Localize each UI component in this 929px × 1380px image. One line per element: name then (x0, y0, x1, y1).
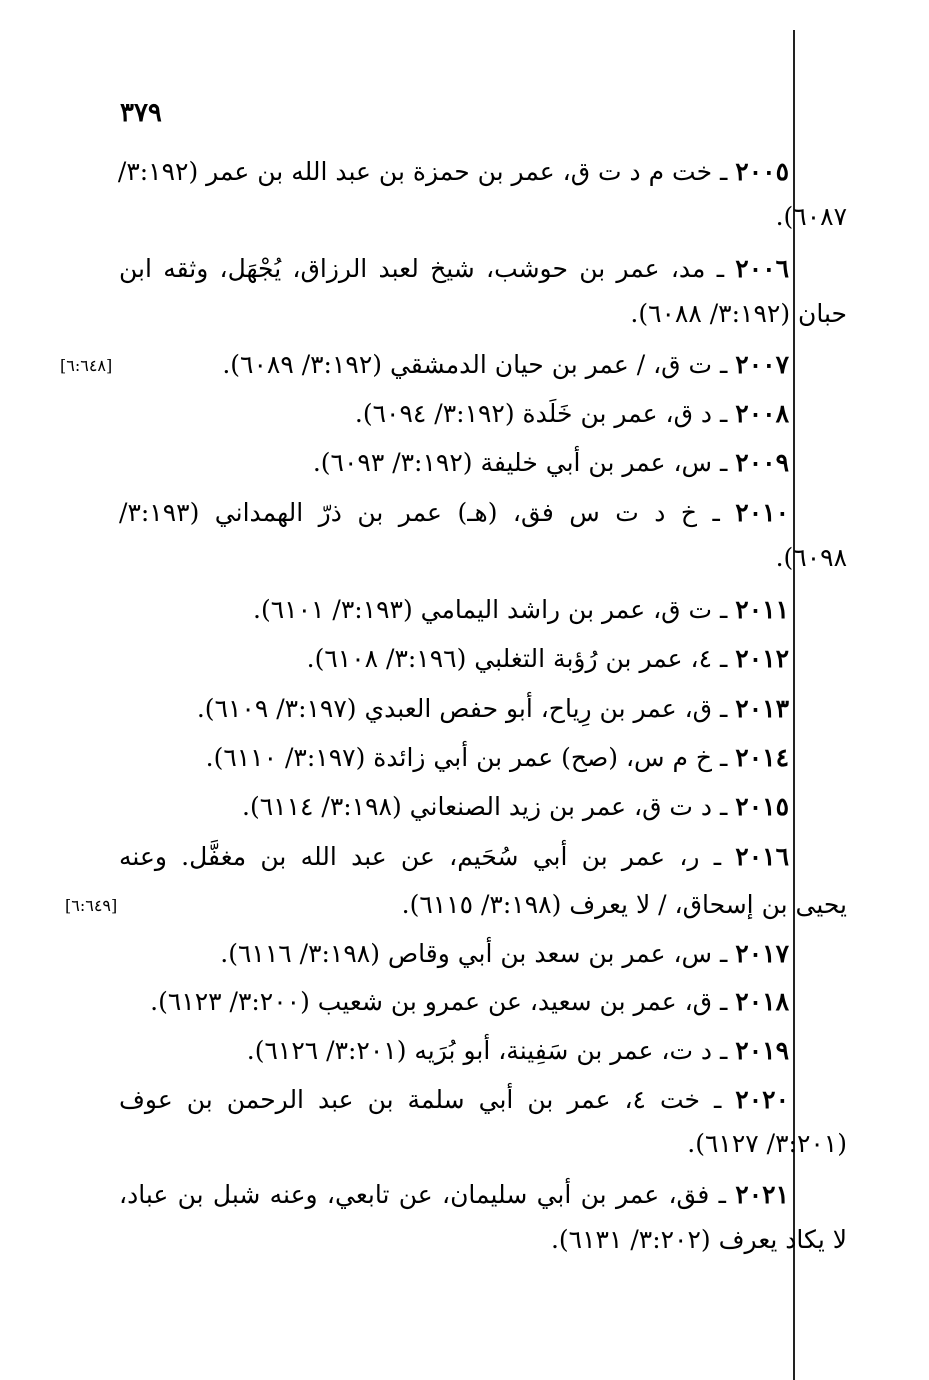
entry-text: ـ ٤، عمر بن رُؤبة التغلبي (٣:١٩٦/ ٦١٠٨). (306, 644, 736, 673)
page-number: ٣٧٩ (120, 98, 162, 128)
entry-number: ٢٠١٨ (735, 987, 789, 1016)
entry-line-continuation: ٦٠٩٨). (775, 543, 847, 572)
entry-line-continuation: يحيى بن إسحاق، / لا يعرف (٣:١٩٨/ ٦١١٥). (401, 890, 847, 919)
entry-text: ـ س، عمر بن أبي خليفة (٣:١٩٢/ ٦٠٩٣). (312, 448, 736, 477)
entry-number: ٢٠١٦ (735, 842, 789, 871)
entry-text: ـ ت ق، عمر بن راشد اليمامي (٣:١٩٣/ ٦١٠١). (253, 595, 736, 624)
entry-line (119, 1083, 789, 1117)
entry-text: ـ ق، عمر بن سعيد، عن عمرو بن شعيب (٣:٢٠٠/ ٦١٢٣). (150, 987, 736, 1016)
entry-2013 (197, 692, 789, 726)
entry-number: ٢٠١٤ (735, 743, 789, 772)
entry-line (119, 840, 789, 874)
entry-2014 (206, 741, 789, 775)
entry-2008 (355, 397, 789, 431)
entry-text: ـ خت ٤، عمر بن أبي سلمة بن عبد الرحمن بن عوف (119, 1085, 736, 1114)
entry-2018 (150, 985, 789, 1019)
entry-line-continuation: (٣:٢٠١/ ٦١٢٧). (687, 1129, 847, 1158)
entry-number: ٢٠٠٦ (735, 254, 789, 283)
entry-text: ـ فق، عمر بن أبي سليمان، عن تابعي، وعنه شبل بن عباد، (119, 1180, 736, 1209)
entry-number: ٢٠١٢ (735, 644, 789, 673)
entry-number: ٢٠١٧ (735, 939, 789, 968)
entry-text: ـ ت ق، / عمر بن حيان الدمشقي (٣:١٩٢/ ٦٠٨٩). (222, 350, 736, 379)
entry-2011 (253, 593, 789, 627)
entry-number: ٢٠٢١ (735, 1180, 789, 1209)
entry-line-continuation: حبان (٣:١٩٢/ ٦٠٨٨). (630, 299, 847, 328)
entry-number: ٢٠١٣ (735, 694, 789, 723)
entry-line (222, 348, 789, 382)
entry-number: ٢٠٠٩ (735, 448, 789, 477)
entry-text: ـ خ د ت س فق، (هـ) عمر بن ذرّ الهمداني (٣:١٩٣/ (119, 498, 736, 527)
entry-text: ـ خ م س، (صح) عمر بن أبي زائدة (٣:١٩٧/ ٦١١٠). (205, 743, 736, 772)
volume-page-marker: [٦:٦٤٨] (60, 356, 113, 375)
entry-line (119, 155, 789, 189)
entry-text: ـ د ق، عمر بن خَلَدة (٣:١٩٢/ ٦٠٩٤). (354, 399, 736, 428)
entry-line (119, 496, 789, 530)
entry-2012 (307, 642, 789, 676)
entry-2015 (242, 790, 789, 824)
entry-line (119, 252, 789, 286)
volume-page-marker: [٦:٦٤٩] (65, 896, 118, 915)
entry-2017 (220, 937, 789, 971)
entry-line-continuation: لا يكاد يعرف (٣:٢٠٢/ ٦١٣١). (550, 1225, 847, 1254)
entry-text: ـ ق، عمر بن رِياح، أبو حفص العبدي (٣:١٩٧/ ٦١٠٩). (196, 694, 736, 723)
entry-2019 (247, 1034, 789, 1068)
entry-number: ٢٠٠٥ (735, 157, 789, 186)
entry-line (119, 1178, 789, 1212)
entry-number: ٢٠١١ (735, 595, 789, 624)
entry-2009 (313, 446, 789, 480)
entry-number: ٢٠١٠ (735, 498, 789, 527)
entry-number: ٢٠٢٠ (735, 1085, 789, 1114)
entry-line-continuation: ٦٠٨٧). (775, 202, 847, 231)
entry-number: ٢٠١٩ (735, 1036, 789, 1065)
entry-text: ـ س، عمر بن سعد بن أبي وقاص (٣:١٩٨/ ٦١١٦). (220, 939, 736, 968)
entry-number: ٢٠١٥ (735, 792, 789, 821)
entry-text: ـ د ت، عمر بن سَفِينة، أبو بُرَيه (٣:٢٠١/ ٦١٢٦). (246, 1036, 736, 1065)
entry-text: ـ ر، عمر بن أبي سُحَيم، عن عبد الله بن مغفَّل. وعنه (119, 842, 736, 871)
entry-text: ـ د ت ق، عمر بن زيد الصنعاني (٣:١٩٨/ ٦١١٤). (242, 792, 736, 821)
entry-text: ـ مد، عمر بن حوشب، شيخ لعبد الرزاق، يُجْهَل، وثقه ابن (119, 254, 736, 283)
entry-number: ٢٠٠٨ (735, 399, 789, 428)
entry-text: ـ خت م د ت ق، عمر بن حمزة بن عبد الله بن عمر (٣:١٩٢/ (117, 157, 736, 186)
entry-number: ٢٠٠٧ (735, 350, 789, 379)
